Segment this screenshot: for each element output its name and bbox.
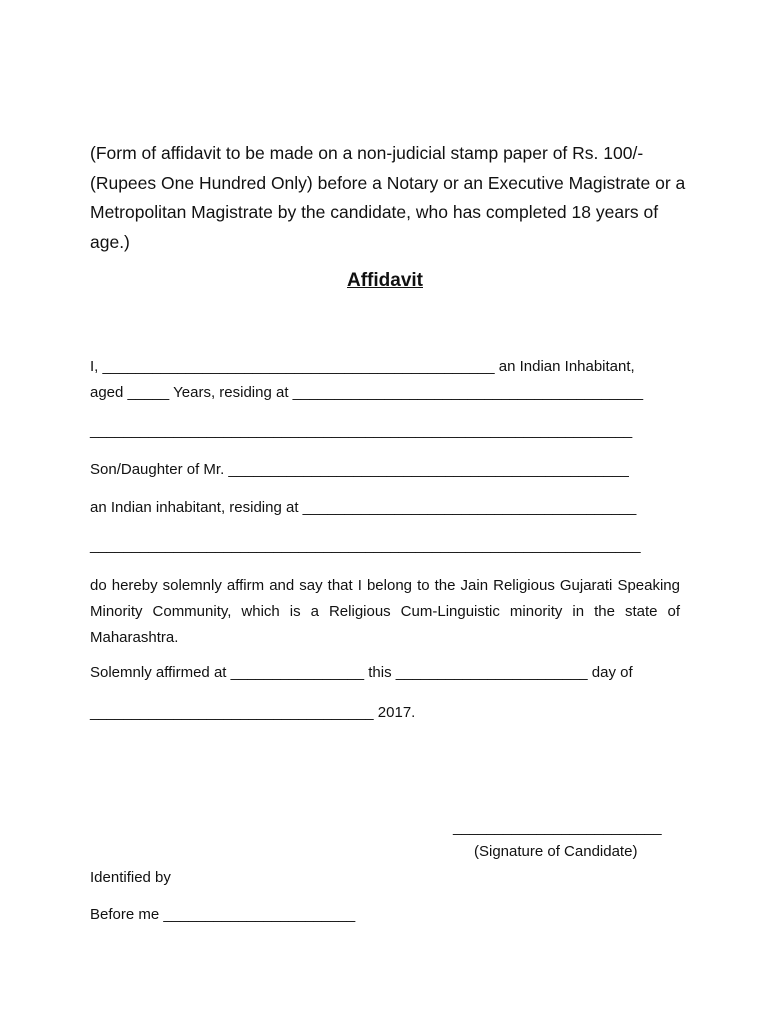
document-title: Affidavit	[347, 270, 423, 291]
parent-name-field-line[interactable]: Son/Daughter of Mr. ________________________________________________	[90, 461, 629, 478]
parent-address-continuation-line[interactable]: __________________________________________________________________	[90, 537, 641, 554]
name-field-line[interactable]: I, _______________________________________________ an Indian Inhabitant,	[90, 358, 635, 375]
address-continuation-line[interactable]: _________________________________________________________________	[90, 422, 633, 439]
signature-line[interactable]: _________________________	[453, 819, 662, 836]
before-me-line[interactable]: Before me _______________________	[90, 906, 356, 923]
affirmation-date-line[interactable]: __________________________________ 2017.	[90, 704, 416, 721]
age-residence-field-line[interactable]: aged _____ Years, residing at __________________________________________	[90, 384, 644, 401]
declaration-paragraph: do hereby solemnly affirm and say that I belong to the Jain Religious Gujarati Speaking Minority Community, which is a Religious Cum-Linguistic minority in the state of Maharashtra.	[90, 577, 680, 646]
affirmation-place-line[interactable]: Solemnly affirmed at ________________ this _______________________ day of	[90, 664, 633, 681]
form-instructions: (Form of affidavit to be made on a non-judicial stamp paper of Rs. 100/- (Rupees One Hundred Only) before a Notary or an Executive Magistrate or a Metropolitan Magistrate by the candidate, who has completed 18 years of age.)	[90, 143, 686, 252]
identified-by-label: Identified by	[90, 869, 171, 886]
signature-caption: (Signature of Candidate)	[474, 843, 638, 860]
parent-residence-field-line[interactable]: an Indian inhabitant, residing at ________________________________________	[90, 499, 637, 516]
